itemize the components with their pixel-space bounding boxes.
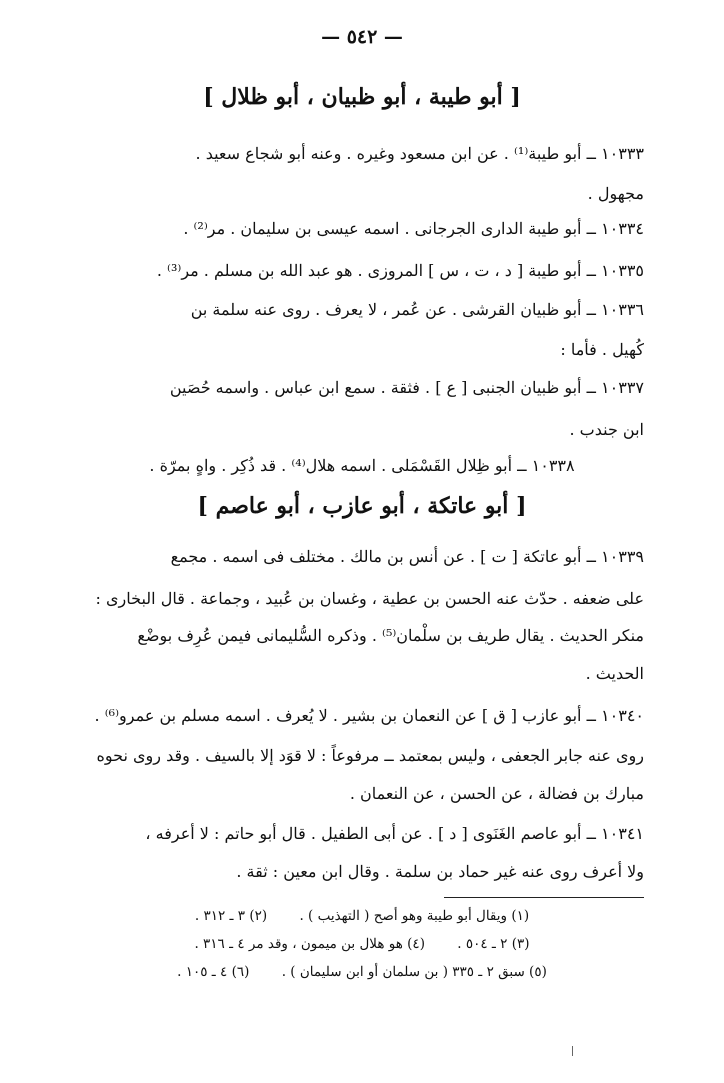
- entry-10333-line-1: ١٠٣٣٣ ــ أبو طيبة⁽¹⁾ . عن ابن مسعود وغيره . وعنه أبو شجاع سعيد .: [195, 144, 644, 163]
- entry-10339-line-3: منكر الحديث . يقال طريف بن سلْمان⁽⁵⁾ . وذكره السُّليمانى فيمن عُرِف بوضْع: [137, 626, 644, 645]
- entry-10336-line-2: كُهيل . فأما :: [560, 340, 644, 359]
- entry-10337-line-1: ١٠٣٣٧ ــ أبو ظبيان الجنبى [ ع ] . فثقة . سمع ابن عباس . واسمه حُصَين: [169, 378, 644, 397]
- footnote-3: (٣) ٢ ـ ٥٠٤ .: [457, 936, 530, 952]
- footnote-row-2: [0, 933, 724, 955]
- entry-10333-line-2: مجهول .: [587, 184, 644, 203]
- footnote-row-3: [0, 961, 724, 983]
- entry-10339-line-1: ١٠٣٣٩ ــ أبو عاتكة [ ت ] . عن أنس بن مالك . مختلف فى اسمه . مجمع: [170, 547, 644, 566]
- entry-10334: ١٠٣٣٤ ــ أبو طيبة الدارى الجرجانى . اسمه عيسى بن سليمان . مر⁽²⁾ .: [183, 219, 644, 238]
- footnote-4: (٤) هو هلال بن ميمون ، وقد مر ٤ ـ ٣١٦ .: [194, 936, 425, 952]
- entry-10341-line-1: ١٠٣٤١ ــ أبو عاصم الغَنَوى [ د ] . عن أبى الطفيل . قال أبو حاتم : لا أعرفه ،: [145, 824, 644, 843]
- section-heading-1: [ أبو طيبة ، أبو ظبيان ، أبو ظلال ]: [203, 84, 521, 110]
- footnote-6: (٦) ٤ ـ ١٠٥ .: [177, 964, 250, 980]
- entry-10335: ١٠٣٣٥ ــ أبو طيبة [ د ، ت ، س ] المروزى . هو عبد الله بن مسلم . مر⁽³⁾ .: [156, 261, 644, 280]
- entry-10340-line-1: ١٠٣٤٠ ــ أبو عازب [ ق ] عن النعمان بن بشير . لا يُعرف . اسمه مسلم بن عمرو⁽⁶⁾ .: [94, 706, 644, 725]
- page-number: — ٥٤٢ —: [321, 26, 403, 48]
- entry-10339-line-2: على ضعفه . حدّث عنه الحسن بن عطية ، وغسان بن عُبيد ، وجماعة . قال البخارى :: [95, 589, 644, 608]
- section-heading-2: [ أبو عاتكة ، أبو عازب ، أبو عاصم ]: [197, 493, 527, 519]
- entry-10341-line-2: ولا أعرف روى عنه غير حماد بن سلمة . وقال ابن معين : ثقة .: [236, 862, 644, 881]
- print-mark: [572, 1046, 573, 1056]
- entry-10338: ١٠٣٣٨ ــ أبو ظِلال القَسْمَلى . اسمه هلال⁽⁴⁾ . قد ذُكِر . واهٍ بمرّة .: [149, 456, 575, 475]
- footnote-divider: [444, 897, 644, 898]
- entry-10337-line-2: ابن جندب .: [569, 420, 644, 439]
- entry-10339-line-4: الحديث .: [585, 664, 644, 683]
- footnote-5: (٥) سبق ٢ ـ ٣٣٥ ( بن سلمان أو ابن سليمان ) .: [281, 964, 547, 980]
- entry-10340-line-2: روى عنه جابر الجعفى ، وليس بمعتمد ــ مرفوعاً : لا قوَد إلا بالسيف . وقد روى نحوه: [96, 746, 644, 765]
- entry-10336-line-1: ١٠٣٣٦ ــ أبو ظبيان القرشى . عن عُمر ، لا يعرف . روى عنه سلمة بن: [190, 300, 644, 319]
- footnote-1: (١) ويقال أبو طيبة وهو أصح ( التهذيب ) .: [299, 908, 530, 924]
- footnote-2: (٢) ٣ ـ ٣١٢ .: [194, 908, 268, 924]
- footnote-row-1: [0, 905, 724, 927]
- entry-10340-line-3: مبارك بن فضالة ، عن الحسن ، عن النعمان .: [349, 784, 644, 803]
